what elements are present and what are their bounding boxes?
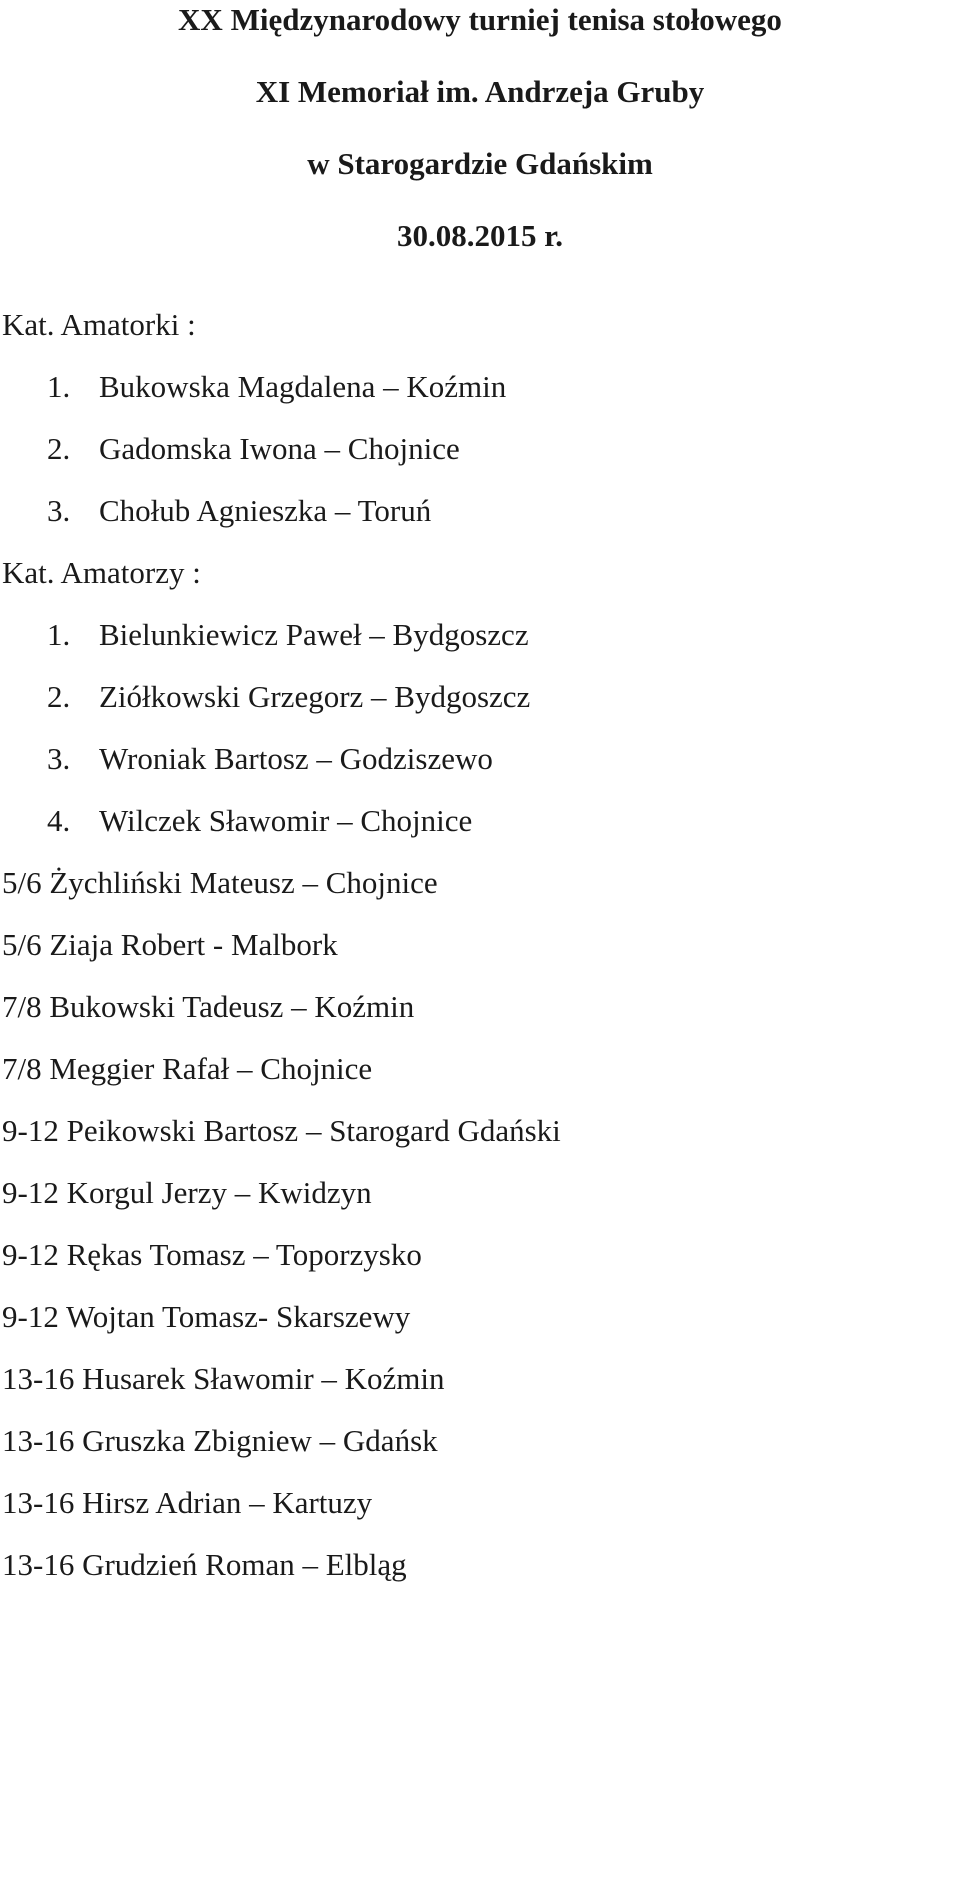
rank-number: 3. — [47, 493, 71, 528]
player-entry: Wilczek Sławomir – Chojnice — [99, 803, 473, 838]
category-label-men: Kat. Amatorzy : — [2, 555, 201, 590]
rank-number: 4. — [47, 803, 71, 838]
list-item — [47, 491, 431, 531]
rank-number: 1. — [47, 369, 71, 404]
list-item — [47, 801, 472, 841]
rank-number: 3. — [47, 741, 71, 776]
memorial-title: XI Memoriał im. Andrzeja Gruby — [255, 74, 705, 109]
player-entry: Chołub Agnieszka – Toruń — [99, 493, 432, 528]
result-row: 9-12 Peikowski Bartosz – Starogard Gdański — [2, 1113, 561, 1148]
list-item — [47, 677, 530, 717]
result-row: 9-12 Wojtan Tomasz- Skarszewy — [2, 1299, 411, 1334]
result-row: 5/6 Żychliński Mateusz – Chojnice — [2, 865, 438, 900]
list-item — [47, 429, 460, 469]
result-row: 13-16 Husarek Sławomir – Koźmin — [2, 1361, 445, 1396]
player-entry: Bielunkiewicz Paweł – Bydgoszcz — [99, 617, 529, 652]
category-label-women: Kat. Amatorki : — [2, 307, 196, 342]
result-row: 13-16 Hirsz Adrian – Kartuzy — [2, 1485, 373, 1520]
result-row: 13-16 Grudzień Roman – Elbląg — [2, 1547, 407, 1582]
event-date: 30.08.2015 r. — [397, 218, 563, 253]
location-title: w Starogardzie Gdańskim — [307, 146, 653, 181]
rank-number: 1. — [47, 617, 71, 652]
result-row: 7/8 Bukowski Tadeusz – Koźmin — [2, 989, 415, 1024]
player-entry: Bukowska Magdalena – Koźmin — [99, 369, 507, 404]
rank-number: 2. — [47, 679, 71, 714]
list-item — [47, 615, 529, 655]
result-row: 13-16 Gruszka Zbigniew – Gdańsk — [2, 1423, 438, 1458]
player-entry: Gadomska Iwona – Chojnice — [99, 431, 460, 466]
result-row: 9-12 Korgul Jerzy – Kwidzyn — [2, 1175, 372, 1210]
list-item — [47, 739, 493, 779]
list-item — [47, 367, 506, 407]
result-row: 7/8 Meggier Rafał – Chojnice — [2, 1051, 373, 1086]
tournament-title: XX Międzynarodowy turniej tenisa stołowego — [178, 2, 782, 37]
player-entry: Wroniak Bartosz – Godziszewo — [99, 741, 493, 776]
rank-number: 2. — [47, 431, 71, 466]
player-entry: Ziółkowski Grzegorz – Bydgoszcz — [99, 679, 531, 714]
result-row: 9-12 Rękas Tomasz – Toporzysko — [2, 1237, 422, 1272]
result-row: 5/6 Ziaja Robert - Malbork — [2, 927, 338, 962]
